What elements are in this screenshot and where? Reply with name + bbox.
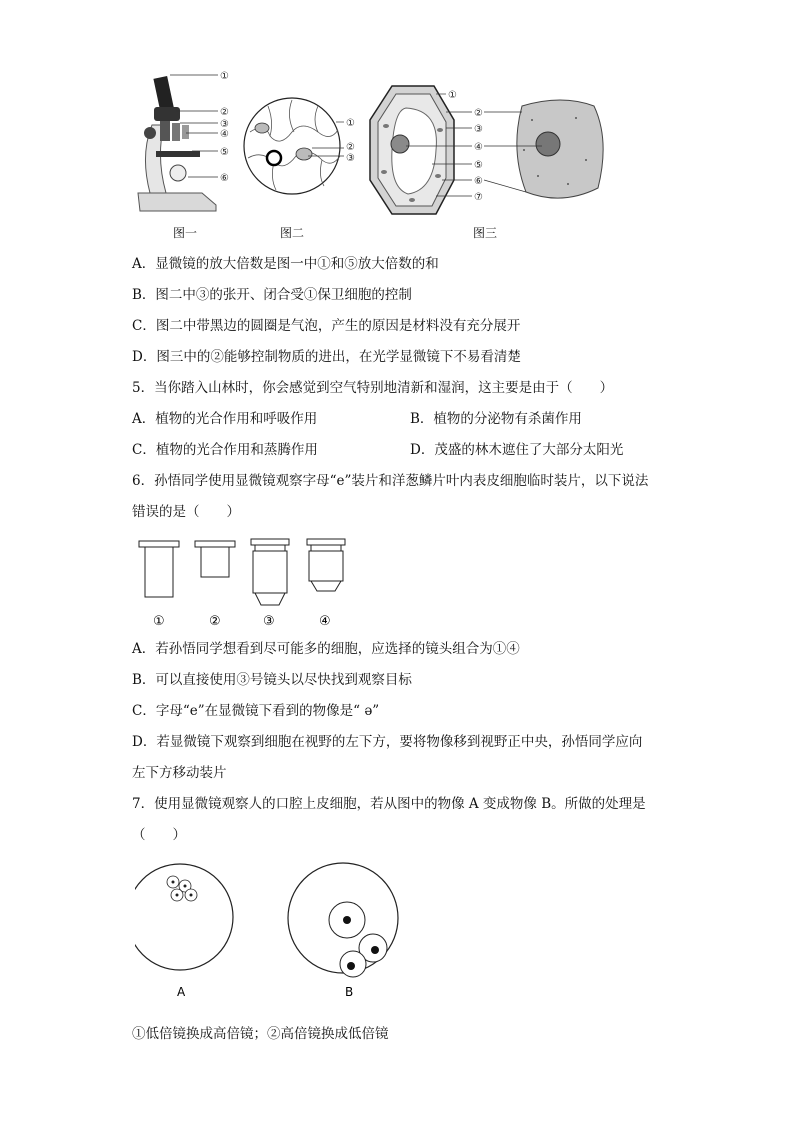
fig2-caption: 图二 xyxy=(279,226,304,240)
objective-short xyxy=(307,539,345,591)
q6-option-d-line1: D．若显微镜下观察到细胞在视野的左下方，要将物像移到视野正中央，孙悟同学应向 xyxy=(132,734,643,750)
q4-option-b: B．图二中③的张开、闭合受①保卫细胞的控制 xyxy=(132,287,412,303)
fig1-label-1: ① xyxy=(220,71,229,82)
q7-note: ①低倍镜换成高倍镜；②高倍镜换成低倍镜 xyxy=(132,1026,389,1042)
q6-option-c: C．字母“e”在显微镜下看到的物像是“ ə” xyxy=(132,703,380,719)
q5-option-a: A．植物的光合作用和呼吸作用 xyxy=(132,411,318,427)
view-a-label: A xyxy=(177,985,186,999)
q6-option-a: A．若孙悟同学想看到尽可能多的细胞，应选择的镜头组合为①④ xyxy=(132,641,520,657)
fig3-label-4: ④ xyxy=(474,142,483,153)
lens-label-2: ② xyxy=(209,614,221,629)
q4-option-c: C．图二中带黑边的圆圈是气泡，产生的原因是材料没有充分展开 xyxy=(132,318,521,334)
fig1-label-6: ⑥ xyxy=(220,173,229,184)
lens-label-3: ③ xyxy=(263,614,275,629)
microscope-figure xyxy=(130,65,240,217)
lens-figure xyxy=(135,535,365,630)
fig3-caption: 图三 xyxy=(472,226,497,240)
fig1-label-3: ③ xyxy=(220,119,229,130)
fig1-caption: 图一 xyxy=(172,226,197,240)
leaf-epidermis-figure xyxy=(240,92,360,202)
field-of-view-figure xyxy=(135,862,405,1002)
fig2-label-1: ① xyxy=(346,118,355,129)
eyepiece-long xyxy=(139,541,179,597)
cells-figure xyxy=(362,80,622,220)
q7-stem-line1: 7．使用显微镜观察人的口腔上皮细胞，若从图中的物像 A 变成物像 B。所做的处理是 xyxy=(132,796,646,812)
objective-long xyxy=(251,539,289,605)
fig3-label-6: ⑥ xyxy=(474,176,483,187)
fig1-label-5: ⑤ xyxy=(220,147,229,158)
fig3-label-7: ⑦ xyxy=(474,192,483,203)
eyepiece-short xyxy=(195,541,235,577)
fig3-label-3: ③ xyxy=(474,124,483,135)
view-b-label: B xyxy=(345,985,354,999)
q4-option-d: D．图三中的②能够控制物质的进出，在光学显微镜下不易看清楚 xyxy=(132,349,521,365)
lens-label-4: ④ xyxy=(319,614,331,629)
q6-stem-line1: 6．孙悟同学使用显微镜观察字母“e”装片和洋葱鳞片叶内表皮细胞临时装片，以下说法 xyxy=(132,473,649,489)
fig2-label-3: ③ xyxy=(346,153,355,164)
fig3-label-1: ① xyxy=(448,90,457,101)
q6-option-b: B．可以直接使用③号镜头以尽快找到观察目标 xyxy=(132,672,412,688)
fig1-label-4: ④ xyxy=(220,129,229,140)
fig3-label-2: ② xyxy=(474,108,483,119)
lens-label-1: ① xyxy=(153,614,165,629)
fig3-label-5: ⑤ xyxy=(474,160,483,171)
q6-option-d-line2: 左下方移动装片 xyxy=(132,765,227,781)
fig1-label-2: ② xyxy=(220,107,229,118)
q4-option-a: A．显微镜的放大倍数是图一中①和⑤放大倍数的和 xyxy=(132,256,439,272)
fig2-label-2: ② xyxy=(346,142,355,153)
q7-stem-line2: （ ） xyxy=(132,827,186,843)
q5-stem: 5．当你踏入山林时，你会感觉到空气特别地清新和湿润，这主要是由于（ ） xyxy=(132,380,614,396)
q5-option-d: D．茂盛的林木遮住了大部分太阳光 xyxy=(410,442,624,458)
q6-stem-line2: 错误的是（ ） xyxy=(132,504,240,520)
q5-option-b: B．植物的分泌物有杀菌作用 xyxy=(410,411,582,427)
q5-option-c: C．植物的光合作用和蒸腾作用 xyxy=(132,442,318,458)
